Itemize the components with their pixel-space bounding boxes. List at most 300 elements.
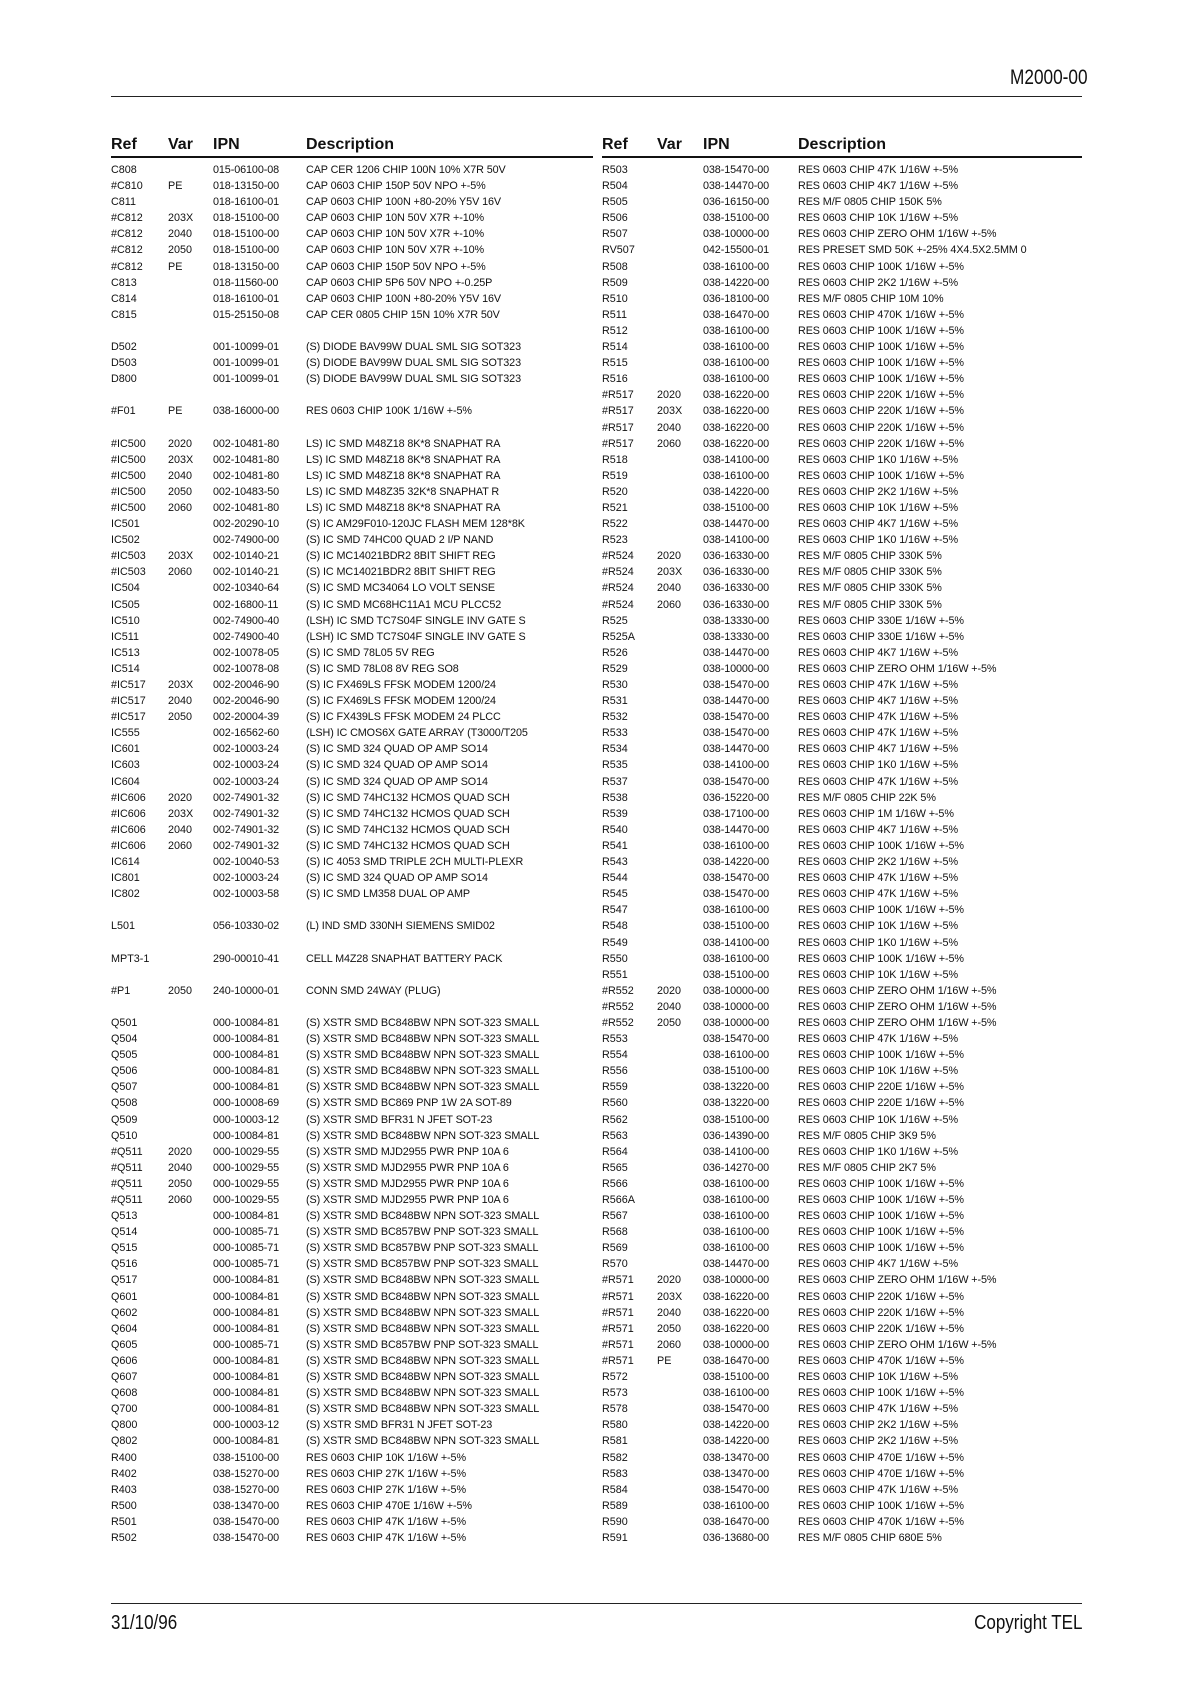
cell-ref: R511	[602, 308, 628, 321]
table-row	[111, 629, 593, 645]
cell-ref: R570	[602, 1258, 628, 1271]
table-row	[602, 1144, 1082, 1160]
cell-description: RES 0603 CHIP 4K7 1/16W +-5%	[798, 180, 958, 193]
cell-ipn: 002-74901-32	[213, 807, 280, 820]
cell-ref: Q514	[111, 1226, 138, 1239]
cell-ref: R530	[602, 679, 628, 691]
cell-description: RES 0603 CHIP 220K 1/16W +-5%	[798, 1322, 964, 1335]
table-row	[602, 1385, 1082, 1401]
cell-ipn: 038-16220-00	[703, 405, 770, 418]
cell-ref: R500	[111, 1499, 137, 1512]
cell-description: (S) IC FX469LS FFSK MODEM 1200/24	[306, 695, 496, 708]
cell-ipn: 038-16100-00	[703, 1242, 770, 1255]
cell-ref: #R517	[602, 437, 634, 450]
table-row	[111, 1353, 593, 1369]
table-row	[602, 1433, 1082, 1449]
cell-ipn: 036-16330-00	[703, 582, 770, 595]
cell-ipn: 038-16100-00	[703, 904, 770, 917]
cell-ref: R569	[602, 1242, 628, 1255]
cell-var: 2020	[657, 550, 682, 563]
cell-ref: D502	[111, 341, 137, 354]
cell-ref: #R571	[602, 1306, 634, 1319]
cell-ipn: 002-74900-40	[213, 630, 280, 643]
cell-description: RES M/F 0805 CHIP 680E 5%	[798, 1531, 942, 1544]
cell-ipn: 018-11560-00	[213, 276, 279, 289]
cell-ipn: 000-10084-81	[213, 1322, 280, 1335]
cell-description: RES 0603 CHIP 10K 1/16W +-5%	[306, 1451, 466, 1464]
table-row	[602, 999, 1082, 1015]
cell-description: (S) XSTR SMD BFR31 N JFET SOT-23	[306, 1419, 493, 1432]
cell-ref: R531	[602, 695, 628, 708]
cell-description: (S) DIODE BAV99W DUAL SML SIG SOT323	[306, 341, 521, 354]
table-row	[111, 1305, 593, 1321]
cell-description: (S) XSTR SMD BC857BW PNP SOT-323 SMALL	[306, 1258, 539, 1271]
cell-ref: Q700	[111, 1403, 138, 1416]
cell-var: PE	[168, 260, 183, 273]
cell-description: RES 0603 CHIP 470E 1/16W +-5%	[798, 1467, 964, 1480]
table-row	[111, 387, 593, 403]
table-row	[111, 323, 593, 339]
cell-ref: R533	[602, 727, 628, 740]
cell-ref: IC505	[111, 598, 140, 611]
cell-ipn: 038-10000-00	[703, 662, 770, 675]
table-row	[111, 806, 593, 822]
cell-ipn: 038-16220-00	[703, 421, 770, 434]
table-row	[602, 1321, 1082, 1337]
table-row	[602, 838, 1082, 854]
table-row	[111, 1208, 593, 1224]
cell-ref: #C812	[111, 260, 143, 273]
cell-ref: Q509	[111, 1113, 138, 1126]
cell-description: (S) XSTR SMD BC848BW NPN SOT-323 SMALL	[306, 1049, 540, 1062]
cell-ref: #IC500	[111, 437, 146, 450]
cell-description: RES 0603 CHIP ZERO OHM 1/16W +-5%	[798, 1000, 997, 1013]
cell-description: (S) IC SMD LM358 DUAL OP AMP	[306, 888, 470, 901]
cell-ipn: 018-15100-00	[213, 212, 280, 225]
cell-ipn: 038-16100-00	[703, 1226, 770, 1239]
table-row	[111, 1128, 593, 1144]
table-row	[602, 420, 1082, 436]
table-row	[111, 886, 593, 902]
cell-ipn: 000-10084-81	[213, 1371, 280, 1384]
cell-ipn: 002-20004-39	[213, 711, 280, 724]
cell-ipn: 002-20046-90	[213, 679, 280, 691]
cell-ipn: 038-14470-00	[703, 646, 770, 659]
cell-ipn: 036-18100-00	[703, 292, 770, 305]
cell-ipn: 038-15470-00	[703, 775, 770, 788]
cell-ref: #R571	[602, 1338, 634, 1351]
cell-ref: IC502	[111, 534, 140, 547]
cell-description: (S) IC SMD 74HC132 HCMOS QUAD SCH	[306, 839, 510, 852]
cell-ipn: 002-10481-80	[213, 469, 280, 482]
table-row	[602, 1063, 1082, 1079]
cell-description: (S) XSTR SMD MJD2955 PWR PNP 10A 6	[306, 1177, 509, 1190]
cell-var: 2020	[657, 389, 682, 402]
cell-ref: R400	[111, 1451, 137, 1464]
cell-var: 203X	[168, 679, 194, 691]
table-row	[602, 725, 1082, 741]
cell-ipn: 038-16220-00	[703, 1322, 770, 1335]
cell-description: (L) IND SMD 330NH SIEMENS SMID02	[306, 920, 495, 933]
table-row	[602, 436, 1082, 452]
cell-description: (S) IC MC14021BDR2 8BIT SHIFT REG	[306, 550, 496, 563]
cell-description: (S) XSTR SMD BC848BW NPN SOT-323 SMALL	[306, 1274, 540, 1287]
cell-description: RES 0603 CHIP 100K 1/16W +-5%	[798, 373, 964, 386]
cell-var: 203X	[657, 566, 683, 579]
cell-description: RES 0603 CHIP 470E 1/16W +-5%	[798, 1451, 964, 1464]
cell-ref: Q601	[111, 1290, 138, 1303]
table-row	[111, 1466, 593, 1482]
table-row	[602, 1514, 1082, 1530]
cell-ipn: 038-10000-00	[703, 228, 770, 241]
cell-ref: R534	[602, 743, 628, 756]
cell-ref: R554	[602, 1049, 628, 1062]
table-row	[602, 629, 1082, 645]
table-row	[111, 854, 593, 870]
cell-ipn: 001-10099-01	[213, 341, 280, 354]
table-row	[602, 403, 1082, 419]
cell-description: RES 0603 CHIP ZERO OHM 1/16W +-5%	[798, 1016, 997, 1029]
cell-description: (S) IC SMD 324 QUAD OP AMP SO14	[306, 759, 488, 772]
table-row	[602, 983, 1082, 999]
cell-description: LS) IC SMD M48Z18 8K*8 SNAPHAT RA	[306, 453, 501, 466]
cell-ref: #IC517	[111, 695, 146, 708]
cell-ref: Q607	[111, 1371, 138, 1384]
cell-ref: R548	[602, 920, 628, 933]
cell-ref: R501	[111, 1515, 137, 1528]
cell-ref: Q604	[111, 1322, 138, 1335]
cell-ipn: 038-13330-00	[703, 630, 770, 643]
cell-description: RES 0603 CHIP 100K 1/16W +-5%	[798, 324, 964, 337]
table-row	[602, 500, 1082, 516]
cell-description: RES 0603 CHIP 100K 1/16W +-5%	[798, 1499, 964, 1512]
cell-var: 2050	[168, 984, 193, 997]
cell-ipn: 038-14220-00	[703, 485, 770, 498]
table-row	[111, 532, 593, 548]
col-header-description: Description	[306, 136, 395, 153]
table-row	[602, 564, 1082, 580]
cell-description: RES M/F 0805 CHIP 22K 5%	[798, 791, 936, 804]
cell-ref: #IC500	[111, 469, 146, 482]
cell-ipn: 056-10330-02	[213, 920, 280, 933]
cell-description: CELL M4Z28 SNAPHAT BATTERY PACK	[306, 952, 503, 965]
cell-description: RES 0603 CHIP 470E 1/16W +-5%	[306, 1499, 472, 1512]
cell-var: 2020	[657, 984, 682, 997]
cell-ipn: 240-10000-01	[213, 984, 280, 997]
cell-var: 2060	[168, 501, 193, 514]
table-row	[602, 870, 1082, 886]
table-row	[111, 226, 593, 242]
cell-ipn: 038-16100-00	[703, 341, 770, 354]
cell-ipn: 038-15100-00	[703, 1065, 770, 1078]
cell-ipn: 038-16100-00	[703, 357, 770, 370]
table-row	[602, 1417, 1082, 1433]
cell-ref: IC604	[111, 775, 140, 788]
table-row	[602, 210, 1082, 226]
table-row	[602, 645, 1082, 661]
cell-ref: Q506	[111, 1065, 138, 1078]
cell-var: 2040	[657, 1306, 682, 1319]
table-row	[602, 741, 1082, 757]
cell-description: RES 0603 CHIP 4K7 1/16W +-5%	[798, 646, 958, 659]
cell-ref: R525	[602, 614, 628, 627]
table-row	[602, 452, 1082, 468]
cell-ipn: 000-10084-81	[213, 1290, 280, 1303]
cell-ref: R525A	[602, 630, 636, 643]
table-row	[111, 452, 593, 468]
table-row	[602, 1305, 1082, 1321]
table-row	[111, 1498, 593, 1514]
cell-ref: R551	[602, 968, 628, 981]
table-row	[111, 210, 593, 226]
cell-ipn: 002-10340-64	[213, 582, 280, 595]
cell-description: RES 0603 CHIP 10K 1/16W +-5%	[798, 1371, 958, 1384]
table-row	[111, 661, 593, 677]
cell-ref: Q510	[111, 1129, 138, 1142]
cell-ref: Q605	[111, 1338, 138, 1351]
cell-ref: D503	[111, 357, 137, 370]
cell-ref: Q606	[111, 1354, 138, 1367]
table-row	[111, 822, 593, 838]
cell-description: (S) IC SMD 74HC132 HCMOS QUAD SCH	[306, 823, 510, 836]
cell-ipn: 002-74901-32	[213, 839, 280, 852]
cell-description: (S) XSTR SMD BC857BW PNP SOT-323 SMALL	[306, 1338, 539, 1351]
cell-description: RES 0603 CHIP 47K 1/16W +-5%	[798, 1403, 958, 1416]
col-header-ref: Ref	[111, 136, 137, 153]
cell-ref: #R552	[602, 1000, 634, 1013]
cell-description: RES 0603 CHIP ZERO OHM 1/16W +-5%	[798, 228, 997, 241]
cell-var: 2060	[168, 839, 193, 852]
cell-ipn: 002-10003-24	[213, 872, 280, 885]
table-row	[602, 291, 1082, 307]
table-row	[111, 1321, 593, 1337]
cell-ipn: 000-10084-81	[213, 1016, 280, 1029]
cell-description: (S) XSTR SMD BC848BW NPN SOT-323 SMALL	[306, 1016, 540, 1029]
cell-description: (S) XSTR SMD BFR31 N JFET SOT-23	[306, 1113, 493, 1126]
cell-ipn: 036-14270-00	[703, 1161, 770, 1174]
cell-ref: MPT3-1	[111, 952, 150, 965]
table-header	[602, 136, 1082, 158]
cell-ipn: 038-14470-00	[703, 518, 770, 531]
table-row	[111, 516, 593, 532]
table-row	[111, 999, 593, 1015]
cell-description: RES 0603 CHIP 220K 1/16W +-5%	[798, 1306, 964, 1319]
cell-description: (S) XSTR SMD BC848BW NPN SOT-323 SMALL	[306, 1210, 540, 1223]
cell-ipn: 038-15470-00	[703, 872, 770, 885]
cell-ipn: 038-15470-00	[213, 1515, 280, 1528]
cell-description: CAP 0603 CHIP 100N +80-20% Y5V 16V	[306, 292, 501, 305]
table-row	[602, 484, 1082, 500]
cell-description: RES 0603 CHIP ZERO OHM 1/16W +-5%	[798, 1338, 997, 1351]
cell-description: RES 0603 CHIP 47K 1/16W +-5%	[306, 1531, 466, 1544]
cell-var: 2050	[168, 485, 193, 498]
table-row	[602, 918, 1082, 934]
table-row	[111, 1224, 593, 1240]
cell-ipn: 000-10084-81	[213, 1387, 280, 1400]
cell-description: RES 0603 CHIP 100K 1/16W +-5%	[798, 1210, 964, 1223]
cell-description: (S) XSTR SMD BC848BW NPN SOT-323 SMALL	[306, 1129, 540, 1142]
table-row	[111, 242, 593, 258]
cell-ipn: 038-15470-00	[703, 1483, 770, 1496]
cell-ipn: 018-16100-01	[213, 292, 280, 305]
cell-ipn: 038-15470-00	[703, 164, 770, 176]
cell-description: (LSH) IC SMD TC7S04F SINGLE INV GATE S	[306, 614, 526, 627]
cell-description: RES 0603 CHIP 27K 1/16W +-5%	[306, 1483, 466, 1496]
cell-ipn: 038-14470-00	[703, 695, 770, 708]
cell-description: LS) IC SMD M48Z18 8K*8 SNAPHAT RA	[306, 501, 501, 514]
cell-ref: R563	[602, 1129, 628, 1142]
cell-ipn: 000-10029-55	[213, 1194, 280, 1206]
table-row	[602, 597, 1082, 613]
cell-description: (S) IC SMD 324 QUAD OP AMP SO14	[306, 872, 488, 885]
cell-description: RES 0603 CHIP 100K 1/16W +-5%	[798, 1177, 964, 1190]
cell-ipn: 015-25150-08	[213, 308, 280, 321]
cell-description: CAP 0603 CHIP 100N +80-20% Y5V 16V	[306, 196, 501, 209]
cell-ipn: 038-14100-00	[703, 759, 770, 772]
cell-ref: R512	[602, 324, 628, 337]
table-row	[111, 757, 593, 773]
cell-ipn: 038-15100-00	[703, 1371, 770, 1384]
cell-ipn: 038-15470-00	[703, 679, 770, 691]
cell-ipn: 038-16100-00	[703, 373, 770, 386]
cell-ipn: 038-15470-00	[213, 1531, 280, 1544]
table-row	[111, 1337, 593, 1353]
cell-description: RES 0603 CHIP 470K 1/16W +-5%	[798, 308, 964, 321]
cell-description: RES 0603 CHIP 100K 1/16W +-5%	[798, 952, 964, 965]
cell-ref: #R571	[602, 1354, 634, 1367]
cell-ipn: 002-16800-11	[213, 598, 279, 611]
cell-ref: #IC503	[111, 566, 146, 579]
cell-ref: Q515	[111, 1242, 138, 1255]
cell-description: CAP CER 1206 CHIP 100N 10% X7R 50V	[306, 164, 506, 176]
cell-var: 2020	[168, 1145, 193, 1158]
cell-ipn: 038-14470-00	[703, 1258, 770, 1271]
cell-description: RES 0603 CHIP 100K 1/16W +-5%	[798, 904, 964, 917]
cell-ref: R510	[602, 292, 628, 305]
cell-description: RES 0603 CHIP 4K7 1/16W +-5%	[798, 823, 958, 836]
cell-ref: R583	[602, 1467, 628, 1480]
cell-var: 203X	[168, 212, 194, 225]
cell-description: CAP 0603 CHIP 150P 50V NPO +-5%	[306, 180, 486, 193]
cell-ipn: 038-16100-00	[703, 260, 770, 273]
cell-ipn: 000-10029-55	[213, 1145, 280, 1158]
cell-ref: Q505	[111, 1049, 138, 1062]
table-row	[602, 1256, 1082, 1272]
cell-ipn: 015-06100-08	[213, 164, 280, 176]
cell-ipn: 038-14220-00	[703, 1435, 770, 1448]
cell-ref: Q501	[111, 1016, 138, 1029]
cell-description: CAP 0603 CHIP 10N 50V X7R +-10%	[306, 228, 485, 241]
cell-ref: #IC500	[111, 501, 146, 514]
cell-ipn: 038-14220-00	[703, 1419, 770, 1432]
col-header-ref: Ref	[602, 136, 628, 153]
cell-ipn: 038-14470-00	[703, 823, 770, 836]
cell-ipn: 038-17100-00	[703, 807, 770, 820]
cell-ref: #IC517	[111, 711, 146, 724]
table-row	[111, 1063, 593, 1079]
table-row	[111, 436, 593, 452]
table-row	[111, 484, 593, 500]
cell-ref: IC603	[111, 759, 140, 772]
table-row	[111, 1385, 593, 1401]
table-row	[602, 1224, 1082, 1240]
cell-description: RES M/F 0805 CHIP 330K 5%	[798, 566, 942, 579]
cell-ipn: 000-10084-81	[213, 1033, 280, 1046]
table-row	[602, 1176, 1082, 1192]
table-row	[111, 693, 593, 709]
table-row	[602, 757, 1082, 773]
table-row	[602, 1079, 1082, 1095]
table-header	[111, 136, 593, 158]
cell-ref: #F01	[111, 405, 136, 418]
cell-ipn: 038-14470-00	[703, 743, 770, 756]
table-row	[602, 275, 1082, 291]
cell-ref: Q800	[111, 1419, 138, 1432]
cell-ref: R582	[602, 1451, 628, 1464]
cell-ipn: 038-15100-00	[213, 1451, 280, 1464]
cell-description: RES 0603 CHIP 47K 1/16W +-5%	[798, 1483, 958, 1496]
cell-description: RES M/F 0805 CHIP 330K 5%	[798, 582, 942, 595]
table-row	[602, 902, 1082, 918]
table-row	[602, 693, 1082, 709]
cell-ref: #R524	[602, 566, 634, 579]
cell-description: RES 0603 CHIP 2K2 1/16W +-5%	[798, 856, 958, 869]
cell-var: 2020	[168, 791, 193, 804]
cell-ipn: 038-15100-00	[703, 968, 770, 981]
cell-description: RES 0603 CHIP 4K7 1/16W +-5%	[798, 518, 958, 531]
table-row	[602, 516, 1082, 532]
cell-ipn: 038-14100-00	[703, 453, 770, 466]
cell-description: (S) IC FX469LS FFSK MODEM 1200/24	[306, 679, 496, 691]
cell-description: (S) IC AM29F010-120JC FLASH MEM 128*8K	[306, 518, 525, 531]
cell-ref: #IC500	[111, 453, 146, 466]
table-row	[602, 580, 1082, 596]
cell-ipn: 038-16100-00	[703, 1049, 770, 1062]
cell-ipn: 018-16100-01	[213, 196, 280, 209]
cell-ipn: 038-16100-00	[703, 1210, 770, 1223]
table-row	[602, 661, 1082, 677]
col-header-var: Var	[168, 136, 193, 153]
table-row	[111, 1450, 593, 1466]
cell-var: 2020	[168, 437, 193, 450]
cell-ref: #R571	[602, 1322, 634, 1335]
table-row	[602, 1208, 1082, 1224]
table-row	[111, 564, 593, 580]
cell-description: RES 0603 CHIP 100K 1/16W +-5%	[798, 1387, 964, 1400]
cell-ipn: 038-15100-00	[703, 1113, 770, 1126]
cell-ref: #Q511	[111, 1194, 143, 1206]
table-row	[602, 774, 1082, 790]
cell-var: 2060	[168, 566, 193, 579]
col-header-description: Description	[798, 136, 887, 153]
cell-ref: #R517	[602, 421, 634, 434]
cell-var: 2040	[657, 1000, 682, 1013]
cell-ref: IC555	[111, 727, 140, 740]
cell-ipn: 038-15100-00	[703, 501, 770, 514]
cell-description: CAP 0603 CHIP 150P 50V NPO +-5%	[306, 260, 486, 273]
cell-ipn: 038-13220-00	[703, 1097, 770, 1110]
table-row	[602, 1466, 1082, 1482]
cell-description: RES 0603 CHIP 2K2 1/16W +-5%	[798, 485, 958, 498]
table-row	[111, 1047, 593, 1063]
cell-var: 2060	[657, 437, 682, 450]
cell-ref: Q517	[111, 1274, 138, 1287]
cell-ref: R504	[602, 180, 628, 193]
table-row	[111, 371, 593, 387]
cell-ref: #Q511	[111, 1177, 143, 1190]
cell-description: (S) IC SMD 324 QUAD OP AMP SO14	[306, 743, 488, 756]
cell-description: CAP CER 0805 CHIP 15N 10% X7R 50V	[306, 308, 500, 321]
